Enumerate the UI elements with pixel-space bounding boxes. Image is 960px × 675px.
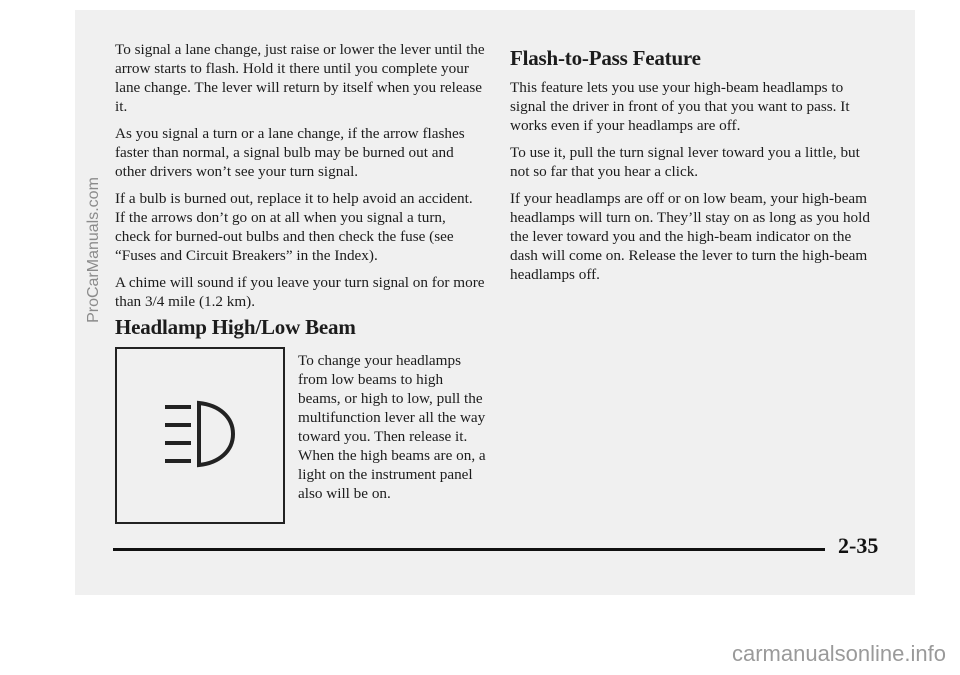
flash-feature-paragraph: This feature lets you use your high-beam headlamps to signal the driver in front of you that you want to pass. It works even if your headlamps are off. (510, 79, 850, 134)
burned-bulb-paragraph: If a bulb is burned out, replace it to help avoid an accident. If the arrows don’t go on at all when you signal a turn, check for burned-out bulbs and then check the fuse (see “Fuses and Circuit Breakers” in the Index). (115, 190, 473, 264)
flash-high-beam-paragraph: If your headlamps are off or on low beam, your high-beam headlamps will turn on. They’ll stay on as long as you hold the lever toward you and the high-beam indicator on the dash will come on. Release the lever to turn the high-beam headlamps off. (510, 190, 870, 283)
headlamp-heading: Headlamp High/Low Beam (115, 315, 356, 339)
headlamp-symbol-box (115, 347, 285, 524)
flash-to-pass-heading: Flash-to-Pass Feature (510, 46, 701, 70)
headlamp-description (298, 351, 488, 511)
bottom-watermark: carmanualsonline.info (731, 641, 946, 666)
fast-flash-paragraph: As you signal a turn or a lane change, if the arrow flashes faster than normal, a signal bulb may be burned out and other drivers won’t see your turn signal. (115, 125, 465, 180)
side-watermark-text: ProCarManuals.com (85, 177, 102, 323)
headlamp-description-text: To change your headlamps from low beams to high beams, or high to low, pull the multifunction lever all the way toward you. Then release it. When the high beams are on, a light on the instrument panel also will be on. (298, 352, 486, 502)
right-column (510, 46, 880, 292)
high-beam-headlamp-icon (163, 399, 237, 471)
side-watermark (84, 60, 104, 440)
footer-rule (113, 548, 825, 551)
left-column (115, 40, 485, 319)
page-number: 2-35 (838, 533, 879, 558)
lane-change-paragraph: To signal a lane change, just raise or lower the lever until the arrow starts to flash. Hold it there until you complete your lane change. The lever will return by itself when you release it. (115, 41, 485, 115)
chime-paragraph: A chime will sound if you leave your turn signal on for more than 3/4 mile (1.2 km). (115, 274, 485, 310)
flash-usage-paragraph: To use it, pull the turn signal lever toward you a little, but not so far that you hear a click. (510, 144, 860, 180)
